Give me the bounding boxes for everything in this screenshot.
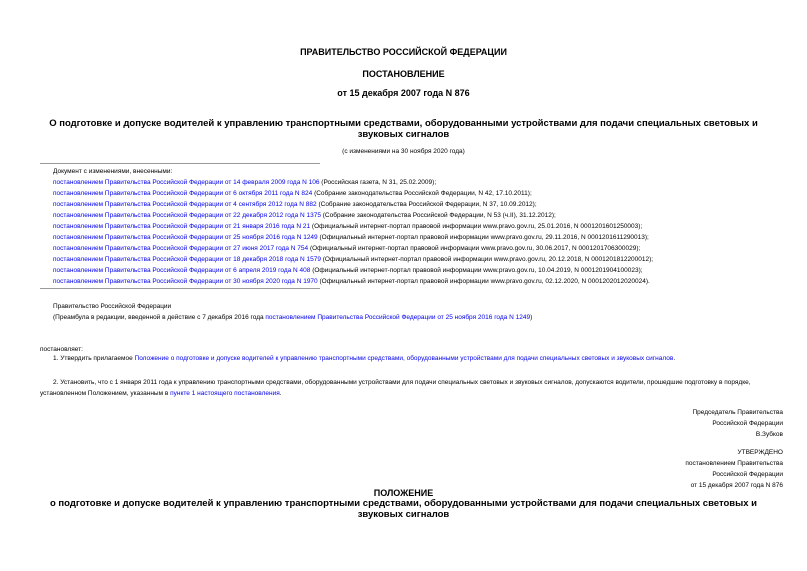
signature-position: Председатель Правительства [692, 409, 783, 416]
preamble-prefix: (Преамбула в редакции, введенной в действие с 7 декабря 2016 года [53, 314, 266, 321]
government-heading: ПРАВИТЕЛЬСТВО РОССИЙСКОЙ ФЕДЕРАЦИИ [300, 47, 507, 57]
amendment-source: (Официальный интернет-портал правовой информации www.pravo.gov.ru, 25.01.2016, N 0001201601250003); [310, 223, 643, 230]
regulation-subtitle: о подготовке и допуске водителей к управлению транспортными средствами, оборудованными устройствами для подачи специальных световых и звуковых сигналов [49, 498, 757, 520]
preamble-link[interactable]: постановлением Правительства Российской Федерации от 25 ноября 2016 года N 1249 [265, 314, 531, 321]
list-item [53, 221, 793, 232]
preamble-note [53, 312, 532, 323]
amendment-link[interactable]: постановлением Правительства Российской Федерации от 27 июня 2017 года N 754 [53, 245, 309, 252]
amendment-source: (Собрание законодательства Российской Федерации, N 53 (ч.II), 31.12.2012); [320, 212, 556, 219]
approved-country: Российской Федерации [712, 471, 783, 478]
amendment-link[interactable]: постановлением Правительства Российской Федерации от 6 октября 2011 года N 824 [53, 190, 313, 197]
decree-item-1 [53, 353, 793, 364]
regulation-title: ПОЛОЖЕНИЕ [373, 488, 434, 498]
changes-intro: Документ с изменениями, внесенными: [53, 168, 173, 175]
amendment-link[interactable]: постановлением Правительства Российской Федерации от 14 февраля 2009 года N 106 [53, 179, 320, 186]
changes-list [53, 166, 793, 287]
list-item [53, 188, 793, 199]
list-item [53, 276, 793, 287]
amendment-link[interactable]: постановлением Правительства Российской Федерации от 30 ноября 2020 года N 1970 [53, 278, 318, 285]
approved-label: УТВЕРЖДЕНО [737, 449, 783, 456]
list-item [53, 210, 793, 221]
amendment-link[interactable]: постановлением Правительства Российской Федерации от 22 декабря 2012 года N 1375 [53, 212, 321, 219]
signature-country: Российской Федерации [712, 420, 783, 427]
amendment-link[interactable]: постановлением Правительства Российской Федерации от 6 апреля 2019 года N 408 [53, 267, 311, 274]
amendment-source: (Официальный интернет-портал правовой информации www.pravo.gov.ru, 02.12.2020, N 0001202012020024). [317, 278, 650, 285]
item2-prefix: 2. Установить, что с 1 января 2011 года к управлению транспортными средствами, оборудованными устройствами для подачи специальных световых и звуковых сигналов, допускаются водители, прошедшие подготовку в порядке, установленном Положением, указанным в [40, 379, 751, 397]
divider-bottom [40, 288, 320, 289]
amendment-source: (Собрание законодательства Российской Федерации, N 37, 10.09.2012); [316, 201, 537, 208]
amendment-link[interactable]: постановлением Правительства Российской Федерации от 21 января 2016 года N 21 [53, 223, 311, 230]
government-subject: Правительство Российской Федерации [53, 303, 172, 310]
document-type: ПОСТАНОВЛЕНИЕ [362, 69, 445, 79]
decree-item-2 [40, 377, 785, 399]
amendment-source: (Официальный интернет-портал правовой информации www.pravo.gov.ru, 29.11.2016, N 0001201611290013); [317, 234, 649, 241]
approved-by: постановлением Правительства [685, 460, 783, 467]
amended-note: (с изменениями на 30 ноября 2020 года) [342, 148, 465, 155]
amendment-link[interactable]: постановлением Правительства Российской Федерации от 18 декабря 2018 года N 1579 [53, 256, 321, 263]
amendment-source: (Официальный интернет-портал правовой информации www.pravo.gov.ru, 20.12.2018, N 0001201812200012); [320, 256, 654, 263]
approval-stamp [685, 447, 783, 491]
amendment-source: (Собрание законодательства Российской Федерации, N 42, 17.10.2011); [312, 190, 532, 197]
list-item [53, 177, 793, 188]
divider-top [40, 163, 320, 164]
amendment-link[interactable]: постановлением Правительства Российской Федерации от 25 ноября 2016 года N 1249 [53, 234, 318, 241]
signature-block [692, 407, 783, 440]
amendment-source: (Официальный интернет-портал правовой информации www.pravo.gov.ru, 10.04.2019, N 0001201904100023); [310, 267, 643, 274]
document-title: О подготовке и допуске водителей к управлению транспортными средствами, оборудованными устройствами для подачи специальных световых и звуковых сигналов [49, 118, 758, 140]
signature-name: В.Зубков [755, 431, 783, 438]
list-item [53, 265, 793, 276]
decree-word: постановляет: [40, 346, 83, 353]
list-item [53, 199, 793, 210]
list-item [53, 232, 793, 243]
preamble-suffix: ) [530, 314, 533, 321]
regulation-link[interactable]: Положение о подготовке и допуске водителей к управлению транспортными средствами, оборудованными устройствами для подачи специальных световых и звуковых сигналов [134, 355, 674, 362]
amendment-source: (Официальный интернет-портал правовой информации www.pravo.gov.ru, 30.06.2017, N 0001201706300029); [308, 245, 641, 252]
clause-link[interactable]: пункте 1 настоящего постановления [170, 390, 280, 397]
item1-suffix: . [673, 355, 676, 362]
amendment-link[interactable]: постановлением Правительства Российской Федерации от 4 сентября 2012 года N 882 [53, 201, 317, 208]
amendment-source: (Российская газета, N 31, 25.02.2009); [319, 179, 437, 186]
item1-prefix: 1. Утвердить прилагаемое [53, 355, 135, 362]
document-date: от 15 декабря 2007 года N 876 [337, 88, 470, 98]
list-item [53, 243, 793, 254]
approved-date: от 15 декабря 2007 года N 876 [690, 482, 783, 489]
item2-suffix: . [279, 390, 282, 397]
list-item [53, 254, 793, 265]
